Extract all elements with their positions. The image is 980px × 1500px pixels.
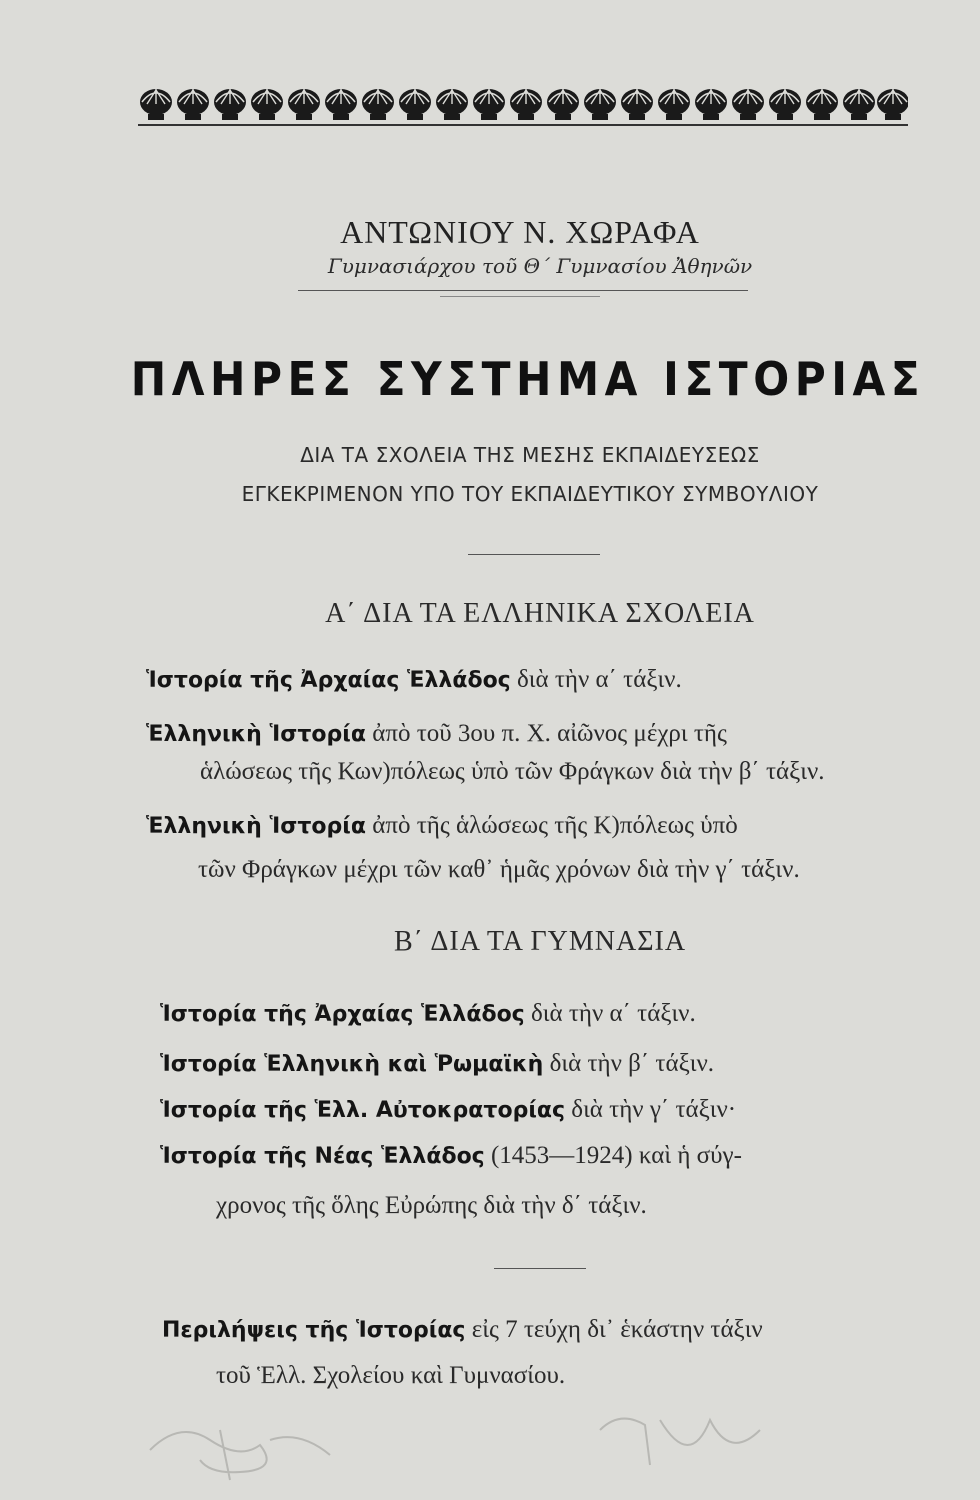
item-bold-title: Ἑλληνικὴ Ἱστορία xyxy=(146,722,366,747)
summaries-text: εἰς 7 τεύχη δι᾽ ἑκάστην τάξιν xyxy=(465,1316,763,1343)
section-a-item-3-continuation: τῶν Φράγκων μέχρι τῶν καθ᾽ ἡμᾶς χρόνων διὰ τὴν γ΄ τάξιν. xyxy=(198,856,800,883)
main-title: ΠΛΗΡΕΣ ΣΥΣΤΗΜΑ ΙΣΤΟΡΙΑΣ xyxy=(130,352,926,406)
item-text: (1453—1924) καὶ ἡ σύγ- xyxy=(484,1142,742,1169)
item-bold-title: Ἱστορία τῆς Ἀρχαίας Ἑλλάδος xyxy=(146,668,511,693)
author-rule-short xyxy=(440,296,600,297)
ornament-underline xyxy=(138,124,908,126)
section-b-item-4 xyxy=(160,1142,742,1170)
section-a-item-2 xyxy=(146,720,727,748)
item-text: ἀπὸ τῆς ἁλώσεως τῆς Κ)πόλεως ὑπὸ xyxy=(365,812,738,839)
handwritten-signature-left xyxy=(140,1410,350,1490)
item-bold-title: Ἱστορία Ἑλληνικὴ καὶ Ῥωμαϊκὴ xyxy=(160,1052,544,1077)
section-a-item-1 xyxy=(146,666,682,694)
section-b-item-1 xyxy=(160,1000,696,1028)
summaries-line xyxy=(162,1316,763,1344)
section-divider xyxy=(468,554,600,555)
author-rule xyxy=(298,290,748,291)
item-text: διὰ τὴν α΄ τάξιν. xyxy=(524,1000,696,1027)
author-title: Γυμνασιάρχου τοῦ Θ΄ Γυμνασίου Ἀθηνῶν xyxy=(327,254,753,278)
subtitle-approved: ΕΓΚΕΚΡΙΜΕΝΟΝ ΥΠΟ ΤΟΥ ΕΚΠΑΙΔΕΥΤΙΚΟΥ ΣΥΜΒΟΥΛΙΟΥ xyxy=(241,482,819,506)
item-bold-title: Ἑλληνικὴ Ἱστορία xyxy=(146,814,366,839)
item-text: διὰ τὴν γ΄ τάξιν· xyxy=(565,1096,737,1123)
section-a-item-2-continuation: ἁλώσεως τῆς Κων)πόλεως ὑπὸ τῶν Φράγκων διὰ τὴν β΄ τάξιν. xyxy=(200,758,825,785)
item-bold-title: Ἱστορία τῆς Ἑλλ. Αὐτοκρατορίας xyxy=(160,1098,566,1123)
palmette-ornament-band xyxy=(138,78,908,126)
item-text: διὰ τὴν β΄ τάξιν. xyxy=(543,1050,715,1077)
section-b-heading: Β΄ ΔΙΑ ΤΑ ΓΥΜΝΑΣΙΑ xyxy=(393,926,687,957)
item-text: διὰ τὴν α΄ τάξιν. xyxy=(510,666,682,693)
section-a-heading: Α΄ ΔΙΑ ΤΑ ΕΛΛΗΝΙΚΑ ΣΧΟΛΕΙΑ xyxy=(325,598,755,629)
item-bold-title: Ἱστορία τῆς Νέας Ἑλλάδος xyxy=(160,1144,485,1169)
item-text: ἀπὸ τοῦ 3ου π. Χ. αἰῶνος μέχρι τῆς xyxy=(365,720,727,747)
item-bold-title: Ἱστορία τῆς Ἀρχαίας Ἑλλάδος xyxy=(160,1002,525,1027)
summaries-bold-title: Περιλήψεις τῆς Ἱστορίας xyxy=(162,1318,466,1343)
subtitle-schools: ΔΙΑ ΤΑ ΣΧΟΛΕΙΑ ΤΗΣ ΜΕΣΗΣ ΕΚΠΑΙΔΕΥΣΕΩΣ xyxy=(300,443,760,467)
summaries-continuation: τοῦ Ἑλλ. Σχολείου καὶ Γυμνασίου. xyxy=(216,1362,566,1389)
section-b-item-4-continuation: χρονος τῆς ὅλης Εὐρώπης διὰ τὴν δ΄ τάξιν. xyxy=(216,1192,647,1219)
closing-divider xyxy=(494,1268,586,1269)
section-a-item-3 xyxy=(146,812,738,840)
author-name: ΑΝΤΩΝΙΟΥ Ν. ΧΩΡΑΦΑ xyxy=(340,214,700,250)
handwritten-signature-right xyxy=(590,1400,780,1480)
section-b-item-3 xyxy=(160,1096,736,1124)
section-b-item-2 xyxy=(160,1050,714,1078)
